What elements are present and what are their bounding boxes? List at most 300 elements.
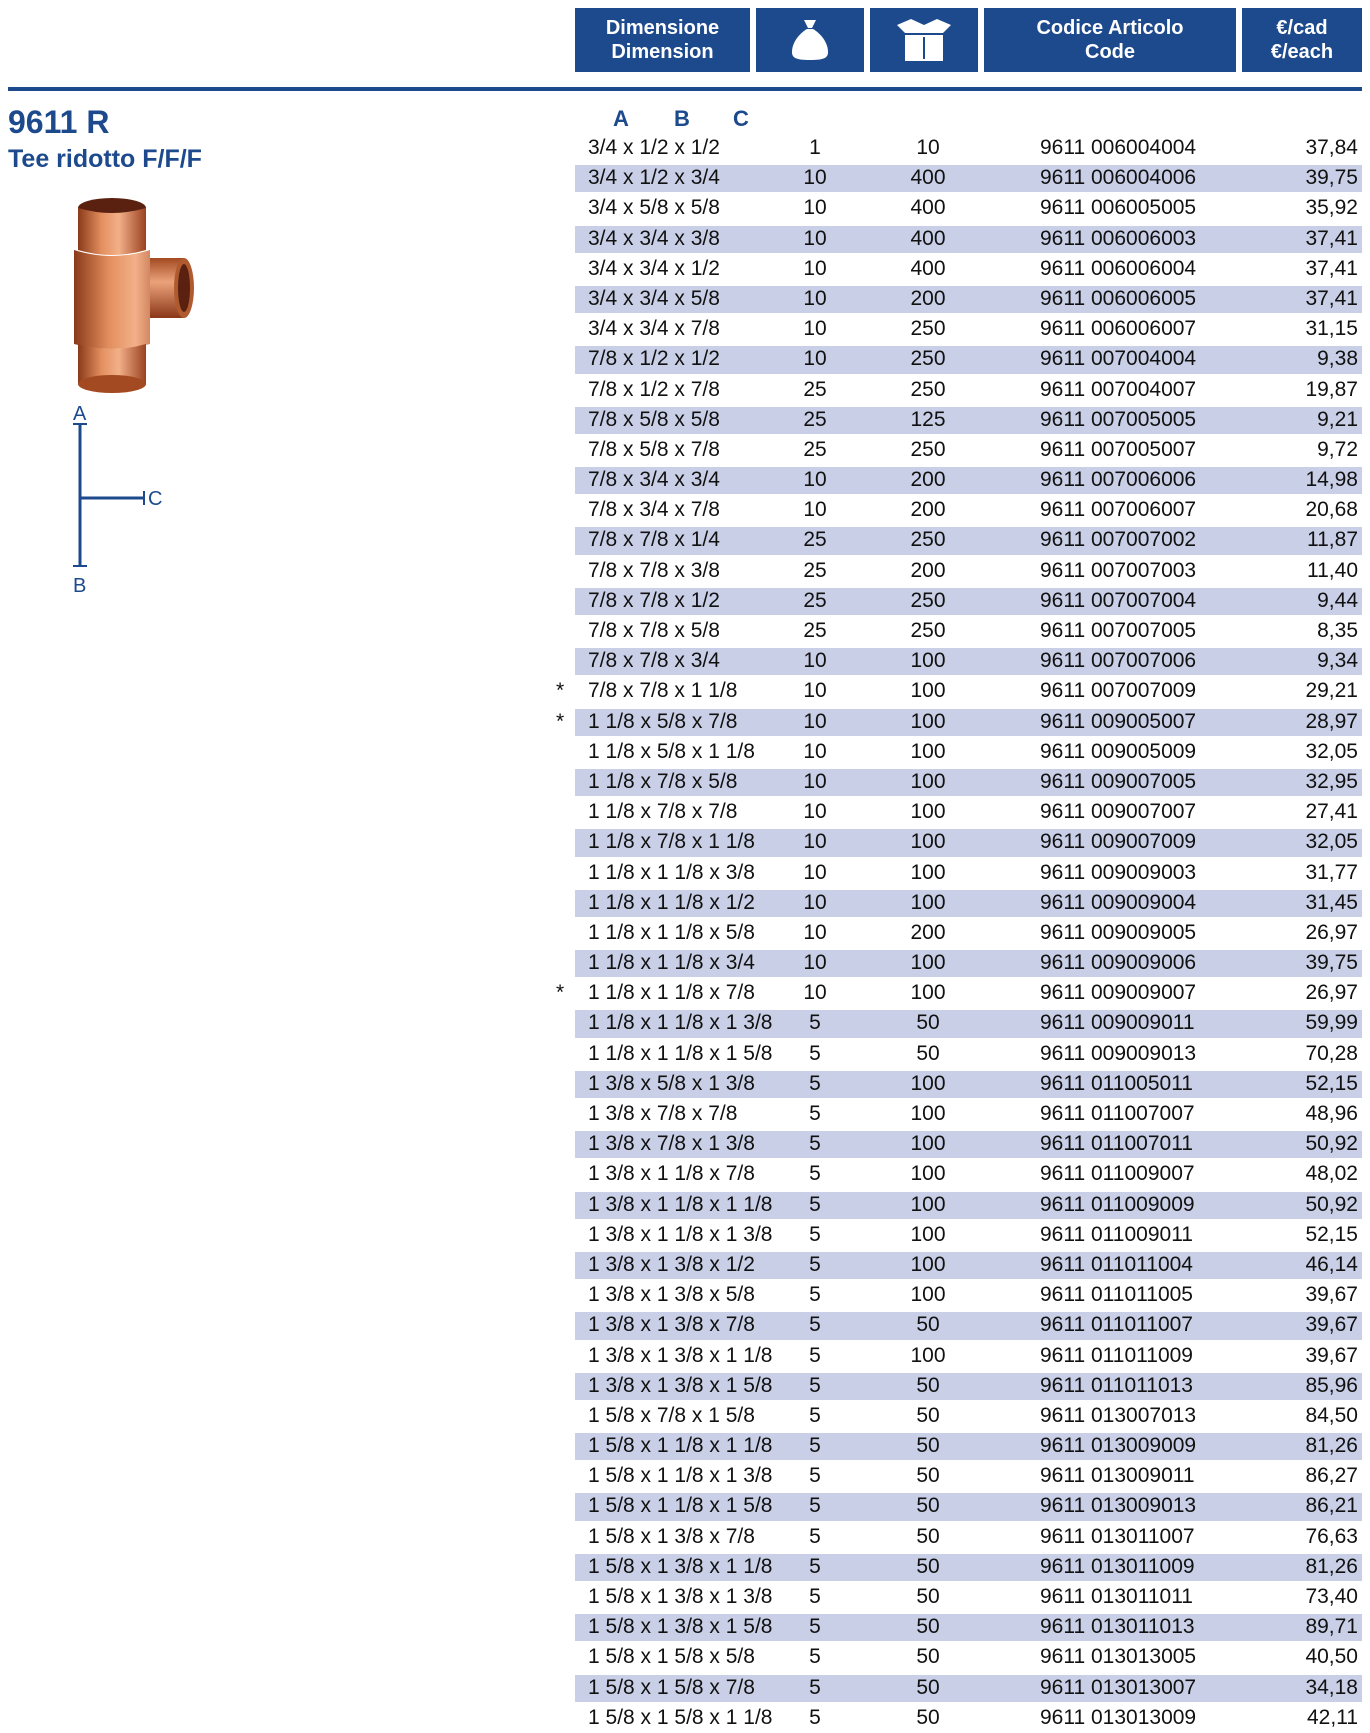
row-bag-qty: 5 — [809, 1283, 821, 1307]
row-code: 9611 007007004 — [1040, 588, 1197, 612]
row-bag-qty: 10 — [803, 226, 827, 250]
row-box-qty: 400 — [910, 256, 946, 280]
row-bag-qty: 5 — [809, 1011, 821, 1035]
row-dimension: 1 5/8 x 1 1/8 x 1 3/8 — [588, 1464, 773, 1488]
table-row — [0, 525, 1370, 555]
row-box-qty: 100 — [910, 739, 946, 763]
row-code: 9611 013011007 — [1040, 1524, 1195, 1548]
row-code: 9611 011011009 — [1040, 1343, 1193, 1367]
table-row — [0, 284, 1370, 314]
row-code: 9611 011009011 — [1040, 1222, 1193, 1246]
table-row — [0, 495, 1370, 525]
row-code: 9611 013011013 — [1040, 1615, 1195, 1639]
row-dimension: 1 5/8 x 1 3/8 x 1 1/8 — [588, 1554, 773, 1578]
row-bag-qty: 5 — [809, 1615, 821, 1639]
row-box-qty: 250 — [910, 377, 946, 401]
row-price: 48,96 — [1305, 1102, 1358, 1125]
row-dimension: 1 3/8 x 1 3/8 x 7/8 — [588, 1313, 755, 1337]
row-dimension: 1 3/8 x 7/8 x 7/8 — [588, 1102, 738, 1125]
row-box-qty: 50 — [916, 1464, 940, 1488]
table-row — [0, 435, 1370, 465]
row-bag-qty: 10 — [803, 649, 827, 673]
row-price: 40,50 — [1305, 1645, 1358, 1669]
row-bag-qty: 5 — [809, 1192, 821, 1216]
row-code: 9611 009007009 — [1040, 830, 1197, 854]
row-dimension: 1 1/8 x 7/8 x 1 1/8 — [588, 830, 755, 854]
header-price — [1242, 8, 1362, 72]
row-code: 9611 006006007 — [1040, 317, 1197, 341]
row-box-qty: 400 — [910, 196, 946, 220]
header-code-it: Codice Articolo — [1036, 17, 1184, 39]
row-price: 86,27 — [1305, 1464, 1358, 1488]
row-box-qty: 10 — [916, 136, 940, 159]
row-price: 9,34 — [1317, 649, 1358, 673]
row-box-qty: 100 — [910, 1102, 946, 1125]
table-row — [0, 224, 1370, 254]
header-rule — [8, 87, 1362, 91]
row-bag-qty: 5 — [809, 1132, 821, 1156]
row-box-qty: 50 — [916, 1434, 940, 1458]
row-price: 42,11 — [1307, 1705, 1358, 1729]
row-code: 9611 013013007 — [1040, 1675, 1197, 1699]
table-row — [0, 1673, 1370, 1703]
row-dimension: 3/4 x 3/4 x 5/8 — [588, 286, 720, 310]
row-price: 37,84 — [1305, 136, 1358, 159]
row-code: 9611 007007009 — [1040, 679, 1197, 703]
row-box-qty: 250 — [910, 347, 946, 371]
row-bag-qty: 10 — [803, 196, 827, 220]
table-row — [0, 1280, 1370, 1310]
row-bag-qty: 5 — [809, 1343, 821, 1367]
table-row — [0, 1642, 1370, 1672]
row-box-qty: 100 — [910, 709, 946, 733]
row-price: 32,95 — [1305, 769, 1358, 793]
row-code: 9611 009009007 — [1040, 981, 1197, 1005]
table-row — [0, 737, 1370, 767]
table-row — [0, 163, 1370, 193]
row-bag-qty: 25 — [803, 407, 827, 431]
row-bag-qty: 10 — [803, 890, 827, 914]
row-box-qty: 100 — [910, 830, 946, 854]
table-row — [0, 1341, 1370, 1371]
row-code: 9611 013011009 — [1040, 1554, 1195, 1578]
row-code: 9611 009005007 — [1040, 709, 1197, 733]
row-price: 39,67 — [1305, 1343, 1358, 1367]
table-row — [0, 375, 1370, 405]
row-bag-qty: 10 — [803, 860, 827, 884]
row-dimension: 7/8 x 5/8 x 5/8 — [588, 407, 720, 431]
row-box-qty: 100 — [910, 649, 946, 673]
header-price-en: €/each — [1270, 41, 1334, 63]
header-dimension — [575, 8, 750, 72]
row-code: 9611 006004006 — [1040, 166, 1197, 190]
row-box-qty: 125 — [910, 407, 946, 431]
row-price: 20,68 — [1305, 498, 1358, 522]
row-price: 19,87 — [1305, 377, 1358, 401]
row-box-qty: 200 — [910, 468, 946, 492]
row-code: 9611 009009003 — [1040, 860, 1197, 884]
row-code: 9611 013013009 — [1040, 1705, 1197, 1729]
row-dimension: 1 5/8 x 1 5/8 x 5/8 — [588, 1645, 755, 1669]
row-box-qty: 50 — [916, 1373, 940, 1397]
row-price: 89,71 — [1305, 1615, 1358, 1639]
row-code: 9611 007004007 — [1040, 377, 1197, 401]
row-box-qty: 50 — [916, 1615, 940, 1639]
row-dimension: 7/8 x 5/8 x 7/8 — [588, 437, 720, 461]
row-dimension: 1 3/8 x 1 3/8 x 1/2 — [588, 1252, 755, 1276]
row-price: 31,15 — [1305, 317, 1358, 341]
row-price: 31,77 — [1305, 860, 1358, 884]
row-dimension: 1 1/8 x 5/8 x 1 1/8 — [588, 739, 755, 763]
row-box-qty: 50 — [916, 1313, 940, 1337]
row-box-qty: 250 — [910, 437, 946, 461]
row-price: 48,02 — [1305, 1162, 1358, 1186]
row-box-qty: 100 — [910, 1252, 946, 1276]
row-price: 39,75 — [1305, 166, 1358, 190]
row-box-qty: 100 — [910, 1132, 946, 1156]
table-row — [0, 1491, 1370, 1521]
row-box-qty: 100 — [910, 1343, 946, 1367]
row-bag-qty: 5 — [809, 1102, 821, 1125]
row-code: 9611 011011004 — [1040, 1252, 1193, 1276]
row-price: 76,63 — [1305, 1524, 1358, 1548]
row-box-qty: 100 — [910, 981, 946, 1005]
row-bag-qty: 10 — [803, 951, 827, 975]
column-label-c: C — [733, 106, 749, 131]
row-price: 84,50 — [1305, 1403, 1358, 1427]
row-code: 9611 011009009 — [1040, 1192, 1195, 1216]
row-bag-qty: 5 — [809, 1494, 821, 1518]
row-price: 28,97 — [1305, 709, 1358, 733]
row-dimension: 1 1/8 x 7/8 x 5/8 — [588, 769, 738, 793]
row-code: 9611 006005005 — [1040, 196, 1197, 220]
row-code: 9611 013009009 — [1040, 1434, 1197, 1458]
table-row — [0, 314, 1370, 344]
row-bag-qty: 10 — [803, 498, 827, 522]
row-code: 9611 006006005 — [1040, 286, 1197, 310]
row-dimension: 1 5/8 x 1 1/8 x 1 1/8 — [588, 1434, 773, 1458]
row-price: 59,99 — [1305, 1011, 1358, 1035]
row-dimension: 1 5/8 x 1 3/8 x 1 5/8 — [588, 1615, 773, 1639]
row-box-qty: 100 — [910, 1192, 946, 1216]
table-row — [0, 978, 1370, 1008]
table-row — [0, 1039, 1370, 1069]
table-row — [0, 465, 1370, 495]
row-price: 37,41 — [1305, 226, 1358, 250]
row-box-qty: 100 — [910, 679, 946, 703]
row-box-qty: 100 — [910, 1162, 946, 1186]
row-dimension: 3/4 x 3/4 x 1/2 — [588, 256, 720, 280]
row-note-mark: * — [556, 709, 565, 733]
row-price: 9,21 — [1317, 407, 1358, 431]
table-row — [0, 1099, 1370, 1129]
row-dimension: 1 1/8 x 1 1/8 x 7/8 — [588, 981, 755, 1005]
row-dimension: 1 5/8 x 1 3/8 x 7/8 — [588, 1524, 755, 1548]
row-dimension: 7/8 x 3/4 x 7/8 — [588, 498, 720, 522]
table-row — [0, 1401, 1370, 1431]
row-bag-qty: 10 — [803, 739, 827, 763]
row-bag-qty: 5 — [809, 1554, 821, 1578]
row-bag-qty: 10 — [803, 166, 827, 190]
row-dimension: 1 1/8 x 1 1/8 x 1 5/8 — [588, 1041, 773, 1065]
table-row — [0, 193, 1370, 223]
row-code: 9611 013009011 — [1040, 1464, 1195, 1488]
row-price: 27,41 — [1305, 800, 1358, 824]
row-bag-qty: 5 — [809, 1705, 821, 1729]
row-box-qty: 250 — [910, 317, 946, 341]
row-box-qty: 100 — [910, 1283, 946, 1307]
row-bag-qty: 5 — [809, 1645, 821, 1669]
row-price: 52,15 — [1305, 1071, 1358, 1095]
column-label-a: A — [613, 106, 629, 131]
row-code: 9611 007006006 — [1040, 468, 1197, 492]
table-row — [0, 133, 1370, 163]
row-price: 29,21 — [1305, 679, 1358, 703]
table-row — [0, 1582, 1370, 1612]
row-code: 9611 011005011 — [1040, 1071, 1193, 1095]
table-row — [0, 888, 1370, 918]
row-code: 9611 013011011 — [1040, 1585, 1193, 1608]
row-bag-qty: 10 — [803, 256, 827, 280]
row-box-qty: 400 — [910, 226, 946, 250]
table-row — [0, 707, 1370, 737]
row-dimension: 3/4 x 1/2 x 1/2 — [588, 136, 720, 159]
row-price: 86,21 — [1305, 1494, 1358, 1518]
row-price: 26,97 — [1305, 920, 1358, 944]
row-code: 9611 007005005 — [1040, 407, 1197, 431]
row-bag-qty: 5 — [809, 1585, 821, 1608]
row-box-qty: 100 — [910, 890, 946, 914]
row-price: 39,75 — [1305, 951, 1358, 975]
row-price: 11,40 — [1307, 558, 1358, 582]
header-dimension-it: Dimensione — [605, 17, 720, 39]
header-price-it: €/cad — [1276, 17, 1328, 39]
row-dimension: 1 1/8 x 1 1/8 x 1 3/8 — [588, 1011, 773, 1035]
row-code: 9611 009007005 — [1040, 769, 1197, 793]
table-row — [0, 1069, 1370, 1099]
row-bag-qty: 25 — [803, 619, 827, 642]
row-price: 32,05 — [1305, 739, 1358, 763]
row-bag-qty: 10 — [803, 286, 827, 310]
row-code: 9611 011007007 — [1040, 1102, 1195, 1125]
row-price: 9,38 — [1317, 347, 1358, 371]
row-dimension: 7/8 x 3/4 x 3/4 — [588, 468, 720, 492]
row-dimension: 3/4 x 3/4 x 7/8 — [588, 317, 720, 341]
row-code: 9611 011011005 — [1040, 1283, 1193, 1307]
row-dimension: 7/8 x 1/2 x 7/8 — [588, 377, 720, 401]
row-box-qty: 50 — [916, 1041, 940, 1065]
row-box-qty: 250 — [910, 588, 946, 612]
row-price: 35,92 — [1305, 196, 1358, 220]
header-code-en: Code — [1085, 41, 1135, 63]
row-box-qty: 50 — [916, 1705, 940, 1729]
row-box-qty: 50 — [916, 1645, 940, 1669]
row-price: 37,41 — [1305, 256, 1358, 280]
row-dimension: 1 1/8 x 7/8 x 7/8 — [588, 800, 738, 824]
row-dimension: 1 5/8 x 1 3/8 x 1 3/8 — [588, 1585, 773, 1608]
row-price: 50,92 — [1305, 1192, 1358, 1216]
row-bag-qty: 10 — [803, 317, 827, 341]
row-box-qty: 400 — [910, 166, 946, 190]
row-code: 9611 009009005 — [1040, 920, 1197, 944]
row-bag-qty: 10 — [803, 800, 827, 824]
row-box-qty: 100 — [910, 860, 946, 884]
row-code: 9611 013007013 — [1040, 1403, 1197, 1427]
row-dimension: 1 5/8 x 1 5/8 x 1 1/8 — [588, 1705, 773, 1729]
row-bag-qty: 10 — [803, 769, 827, 793]
row-price: 39,67 — [1305, 1283, 1358, 1307]
diagram-label-c: C — [148, 488, 163, 510]
table-row — [0, 1371, 1370, 1401]
row-code: 9611 009009004 — [1040, 890, 1197, 914]
row-price: 52,15 — [1305, 1222, 1358, 1246]
table-row — [0, 405, 1370, 435]
row-bag-qty: 1 — [809, 136, 821, 159]
table-row — [0, 1129, 1370, 1159]
table-row — [0, 1461, 1370, 1491]
row-bag-qty: 25 — [803, 528, 827, 552]
row-code: 9611 009005009 — [1040, 739, 1197, 763]
row-box-qty: 200 — [910, 558, 946, 582]
row-bag-qty: 5 — [809, 1403, 821, 1427]
table-row — [0, 556, 1370, 586]
table-row — [0, 797, 1370, 827]
row-bag-qty: 5 — [809, 1524, 821, 1548]
row-dimension: 1 1/8 x 1 1/8 x 5/8 — [588, 920, 755, 944]
header-bag — [756, 8, 864, 72]
row-dimension: 1 3/8 x 1 3/8 x 5/8 — [588, 1283, 755, 1307]
row-dimension: 1 1/8 x 1 1/8 x 3/4 — [588, 951, 755, 975]
row-bag-qty: 10 — [803, 709, 827, 733]
row-dimension: 1 1/8 x 1 1/8 x 1/2 — [588, 890, 755, 914]
row-note-mark: * — [556, 981, 565, 1005]
table-row — [0, 948, 1370, 978]
row-bag-qty: 10 — [803, 920, 827, 944]
row-code: 9611 011011007 — [1040, 1313, 1193, 1337]
row-note-mark: * — [556, 679, 565, 703]
row-price: 31,45 — [1305, 890, 1358, 914]
row-dimension: 7/8 x 1/2 x 1/2 — [588, 347, 720, 371]
row-box-qty: 100 — [910, 1222, 946, 1246]
table-row — [0, 1250, 1370, 1280]
table-row — [0, 918, 1370, 948]
row-bag-qty: 5 — [809, 1434, 821, 1458]
table-row — [0, 1190, 1370, 1220]
row-box-qty: 100 — [910, 800, 946, 824]
row-code: 9611 007004004 — [1040, 347, 1197, 371]
row-bag-qty: 5 — [809, 1071, 821, 1095]
row-bag-qty: 10 — [803, 981, 827, 1005]
row-dimension: 3/4 x 3/4 x 3/8 — [588, 226, 720, 250]
row-bag-qty: 25 — [803, 558, 827, 582]
row-price: 85,96 — [1305, 1373, 1358, 1397]
row-price: 11,87 — [1307, 528, 1358, 552]
header-dimension-en: Dimension — [611, 41, 714, 63]
row-dimension: 1 5/8 x 7/8 x 1 5/8 — [588, 1403, 755, 1427]
row-bag-qty: 25 — [803, 588, 827, 612]
header-box — [870, 8, 978, 72]
table-row — [0, 767, 1370, 797]
bag-icon — [790, 18, 830, 62]
table-row — [0, 1008, 1370, 1038]
row-dimension: 1 3/8 x 7/8 x 1 3/8 — [588, 1132, 755, 1156]
table-row — [0, 616, 1370, 646]
row-bag-qty: 25 — [803, 377, 827, 401]
row-code: 9611 007007006 — [1040, 649, 1197, 673]
product-code: 9611 R — [8, 104, 110, 140]
table-row — [0, 676, 1370, 706]
row-code: 9611 013009013 — [1040, 1494, 1197, 1518]
column-label-b: B — [674, 106, 690, 131]
row-price: 81,26 — [1305, 1554, 1358, 1578]
diagram-label-b: B — [73, 575, 87, 597]
row-box-qty: 200 — [910, 498, 946, 522]
row-code: 9611 011007011 — [1040, 1132, 1193, 1156]
row-dimension: 1 3/8 x 5/8 x 1 3/8 — [588, 1071, 755, 1095]
row-code: 9611 009007007 — [1040, 800, 1197, 824]
table-row — [0, 646, 1370, 676]
row-bag-qty: 5 — [809, 1222, 821, 1246]
table-row — [0, 344, 1370, 374]
row-code: 9611 007007002 — [1040, 528, 1197, 552]
table-row — [0, 1703, 1370, 1733]
row-price: 14,98 — [1305, 468, 1358, 492]
table-row — [0, 1522, 1370, 1552]
open-box-icon — [895, 17, 953, 63]
row-box-qty: 50 — [916, 1585, 940, 1608]
row-bag-qty: 25 — [803, 437, 827, 461]
row-box-qty: 50 — [916, 1403, 940, 1427]
row-code: 9611 011009007 — [1040, 1162, 1195, 1186]
row-box-qty: 250 — [910, 619, 946, 642]
row-bag-qty: 10 — [803, 679, 827, 703]
row-price: 46,14 — [1305, 1252, 1358, 1276]
row-box-qty: 100 — [910, 1071, 946, 1095]
table-row — [0, 827, 1370, 857]
row-dimension: 7/8 x 7/8 x 5/8 — [588, 619, 720, 642]
row-bag-qty: 5 — [809, 1041, 821, 1065]
row-code: 9611 006006004 — [1040, 256, 1197, 280]
row-code: 9611 009009006 — [1040, 951, 1197, 975]
price-table — [0, 133, 1370, 1733]
row-dimension: 1 1/8 x 1 1/8 x 3/8 — [588, 860, 755, 884]
row-box-qty: 250 — [910, 528, 946, 552]
row-code: 9611 011011013 — [1040, 1373, 1193, 1397]
row-price: 32,05 — [1305, 830, 1358, 854]
row-box-qty: 50 — [916, 1494, 940, 1518]
row-code: 9611 007006007 — [1040, 498, 1197, 522]
row-bag-qty: 10 — [803, 468, 827, 492]
row-bag-qty: 5 — [809, 1313, 821, 1337]
row-bag-qty: 5 — [809, 1464, 821, 1488]
diagram-label-a: A — [73, 403, 87, 425]
row-code: 9611 006006003 — [1040, 226, 1197, 250]
row-dimension: 1 5/8 x 1 5/8 x 7/8 — [588, 1675, 755, 1699]
table-row — [0, 586, 1370, 616]
row-price: 8,35 — [1317, 619, 1358, 642]
row-box-qty: 50 — [916, 1011, 940, 1035]
row-dimension: 1 3/8 x 1 1/8 x 1 1/8 — [588, 1192, 773, 1216]
row-dimension: 7/8 x 7/8 x 1 1/8 — [588, 679, 738, 703]
row-code: 9611 007007003 — [1040, 558, 1197, 582]
row-dimension: 1 1/8 x 5/8 x 7/8 — [588, 709, 738, 733]
row-dimension: 1 3/8 x 1 3/8 x 1 5/8 — [588, 1373, 773, 1397]
table-row — [0, 1159, 1370, 1189]
row-box-qty: 50 — [916, 1554, 940, 1578]
row-bag-qty: 5 — [809, 1252, 821, 1276]
table-row — [0, 1310, 1370, 1340]
table-row — [0, 254, 1370, 284]
